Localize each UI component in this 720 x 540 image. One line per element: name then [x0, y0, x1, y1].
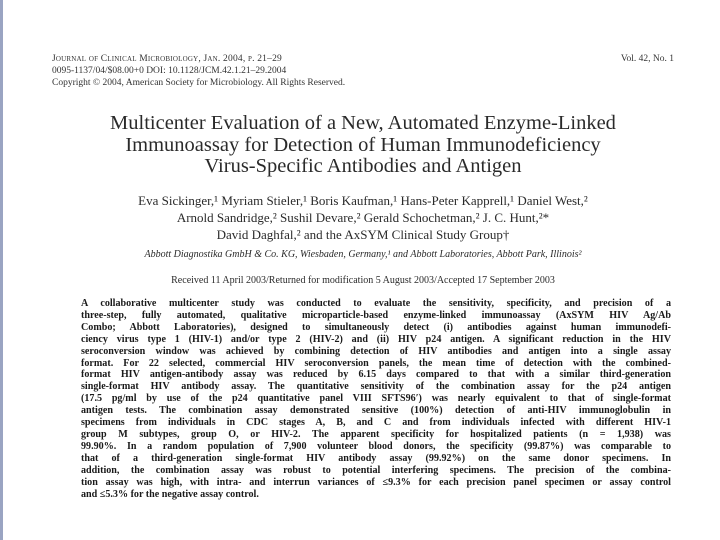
abstract-line: antigen tests. The combination assay demonstrated sensitive (100%) detection of anti-HIV immunoglobulin in: [81, 405, 671, 417]
slide-left-border: [0, 0, 3, 540]
journal-citation: Journal of Clinical Microbiology, Jan. 2004, p. 21–29: [52, 54, 282, 64]
title-line: Virus-Specific Antibodies and Antigen: [204, 155, 522, 177]
title-line: Immunoassay for Detection of Human Immunodeficiency: [125, 133, 601, 156]
abstract-line: 99.90%. In a random population of 7,900 volunteer blood donors, the specificity (99.87%) was comparable to: [81, 440, 671, 452]
paper-page: [52, 0, 674, 540]
copyright-line: Copyright © 2004, American Society for Microbiology. All Rights Reserved.: [52, 78, 346, 88]
paper-title: [52, 113, 674, 178]
abstract-line: seroconversion window was achieved by combining detection of HIV antibodies and antigen into a single assay: [81, 345, 671, 357]
abstract-line: addition, the combination assay was robust to potential interfering specimens. The precision of the combina-: [81, 464, 671, 476]
abstract-line: three-step, fully automated, qualitative microparticle-based enzyme-linked immunoassay (AxSYM HIV Ag/Ab: [81, 309, 671, 321]
abstract: [81, 298, 671, 500]
author-line: Eva Sickinger,¹ Myriam Stieler,¹ Boris Kaufman,¹ Hans-Peter Kapprell,¹ Daniel West,²: [138, 193, 588, 208]
doi-line: 0095-1137/04/$08.00+0 DOI: 10.1128/JCM.42.1.21–29.2004: [52, 66, 287, 76]
abstract-line: A collaborative multicenter study was conducted to evaluate the sensitivity, specificity, and precision of a: [81, 298, 671, 309]
abstract-line: (17.5 pg/ml by use of the p24 quantitative panel VIII SFTS96′) was nearly equivalent to that of single-format: [81, 393, 671, 405]
abstract-line: format HIV antigen-antibody assay was reduced by 6.15 days compared to that with a similar third-generation: [81, 369, 671, 381]
abstract-line: tion assay was high, with intra- and interrun variances of ≤9.3% for each precision panel specimen or assay control: [81, 476, 671, 488]
abstract-line: and ≤5.3% for the negative assay control.: [81, 488, 259, 500]
title-line: Multicenter Evaluation of a New, Automated Enzyme-Linked: [110, 112, 616, 134]
abstract-line: format. For 22 selected, commercial HIV seroconversion panels, the mean time of detection with the combined-: [81, 357, 671, 369]
abstract-line: group M subtypes, group O, or HIV-2. The apparent specificity for hospitalized patients (n = 1,938) was: [81, 428, 671, 440]
abstract-line: that of a third-generation single-format HIV antibody assay (99.92%) on the same donor specimens. In: [81, 452, 671, 464]
affiliations: Abbott Diagnostika GmbH & Co. KG, Wiesbaden, Germany,¹ and Abbott Laboratories, Abbott Park, Illinois²: [144, 249, 582, 260]
volume-issue: Vol. 42, No. 1: [620, 54, 674, 64]
received-dates: Received 11 April 2003/Returned for modification 5 August 2003/Accepted 17 September 2003: [171, 275, 555, 286]
abstract-line: ciency virus type 1 (HIV-1) and/or type 2 (HIV-2) and (ii) HIV p24 antigen. A significant reduction in the HIV: [81, 333, 671, 345]
abstract-line: single-format HIV antibody assay. The quantitative sensitivity of the combination assay for the p24 antigen: [81, 381, 671, 393]
author-line: David Daghfal,² and the AxSYM Clinical Study Group†: [216, 227, 510, 242]
abstract-line: Combo; Abbott Laboratories), designed to simultaneously detect (i) antibodies against human immunodefi-: [81, 321, 671, 333]
author-list: [52, 192, 674, 243]
abstract-line: specimens from individuals in CDC stages A, B, and C and from individuals infected with different HIV-1: [81, 417, 671, 429]
author-line: Arnold Sandridge,² Sushil Devare,² Gerald Schochetman,² J. C. Hunt,²*: [176, 210, 550, 225]
